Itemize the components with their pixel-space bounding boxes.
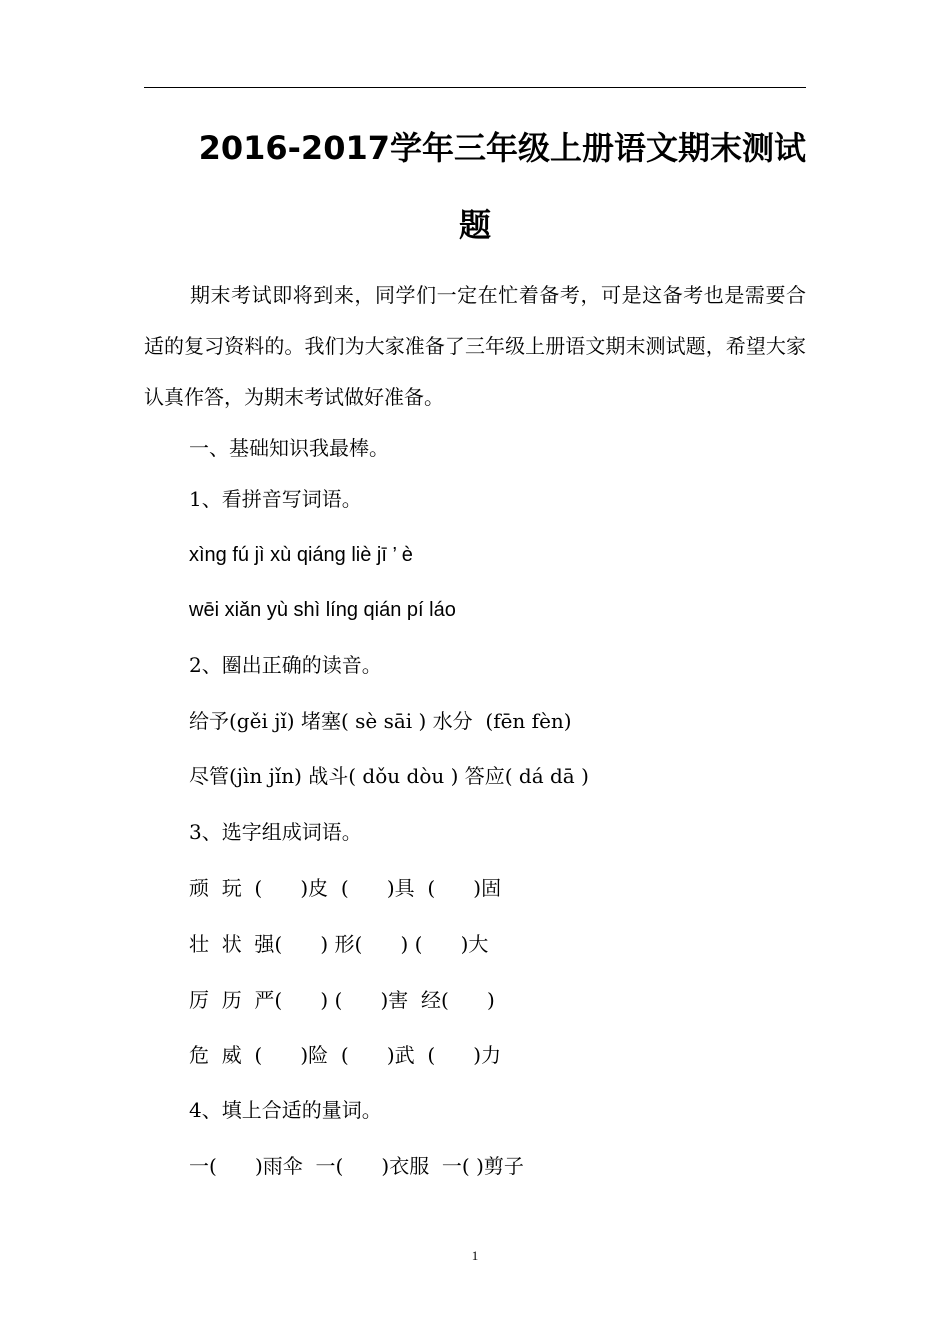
document-title-line-1: 2016-2017学年三年级上册语文期末测试 [198,129,806,167]
word-choice-row-2: 壮 状 强( ) 形( ) ( )大 [189,932,489,956]
question-4-heading: 4、填上合适的量词。 [189,1098,382,1122]
question-3-heading: 3、选字组成词语。 [189,820,362,844]
pinyin-row-2: wēi xiǎn yù shì líng qián pí láo [189,599,456,621]
intro-paragraph: 期末考试即将到来，同学们一定在忙着备考，可是这备考也是需要合适的复习资料的。我们为大家准备了三年级上册语文期末测试题，希望大家认真作答，为期末考试做好准备。 [144,283,806,409]
question-1-heading: 1、看拼音写词语。 [189,487,362,511]
word-choice-row-1: 顽 玩 ( )皮 ( )具 ( )固 [189,876,502,900]
page-number: 1 [471,1248,479,1263]
document-title-line-2: 题 [458,206,491,244]
header-rule [144,87,806,88]
word-choice-row-4: 危 威 ( )险 ( )武 ( )力 [189,1043,502,1067]
pronunciation-row-1: 给予(gěi jǐ) 堵塞( sè sāi ) 水分 (fēn fèn) [189,709,572,733]
word-choice-row-3: 厉 历 严( ) ( )害 经( ) [189,988,495,1012]
question-2-heading: 2、圈出正确的读音。 [189,653,382,677]
section-heading-basics: 一、基础知识我最棒。 [189,436,389,460]
measure-word-row: 一( )雨伞 一( )衣服 一( )剪子 [189,1154,524,1178]
pinyin-row-1: xìng fú jì xù qiáng liè jī ’ è [189,544,413,566]
pronunciation-row-2: 尽管(jìn jǐn) 战斗( dǒu dòu ) 答应( dá dā ) [189,764,589,788]
